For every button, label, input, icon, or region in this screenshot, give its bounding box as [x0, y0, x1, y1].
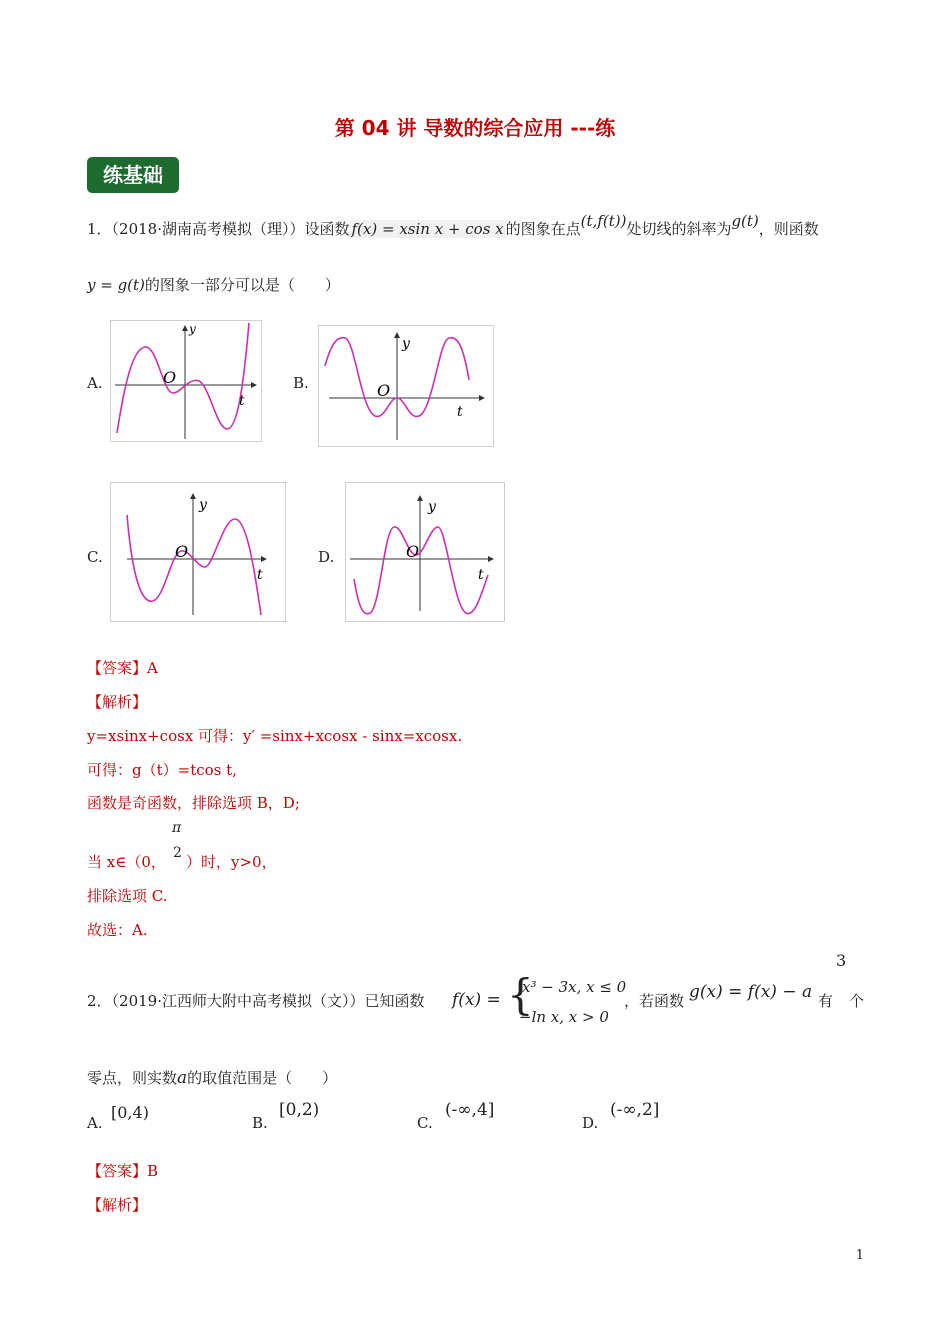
q1-suffix: ，则函数	[758, 220, 819, 238]
q2-brace: {	[507, 970, 534, 1019]
y-label: y	[428, 499, 436, 515]
q1-solution-line5: 排除选项 C.	[87, 887, 168, 905]
q2-var: a	[177, 1068, 188, 1088]
q2-zero-count: 3	[836, 951, 847, 970]
q2-option-a-label[interactable]: A.	[87, 1114, 103, 1132]
origin-label: O	[406, 542, 420, 561]
q2-mid: ，若函数	[624, 992, 685, 1010]
q1-fraction-denominator: 2	[173, 845, 182, 861]
y-label: y	[199, 497, 207, 513]
q1-solution-line4-b: ）时，y>0，	[186, 853, 277, 871]
q1-option-a-label[interactable]: A.	[87, 374, 103, 392]
origin-label: O	[163, 368, 177, 387]
q2-option-d-label[interactable]: D.	[582, 1114, 599, 1132]
q1-line2	[87, 274, 340, 295]
q2-analysis-label: 【解析】	[87, 1196, 148, 1214]
q1-solution-line4-a: 当 x∈（0，	[87, 853, 166, 871]
t-axis-arrow	[261, 556, 267, 562]
q1-line2-math: y = g(t)	[87, 276, 145, 294]
q1-option-b-label[interactable]: B.	[293, 374, 309, 392]
q1-slope: g(t)	[731, 212, 759, 230]
q2-option-b-label[interactable]: B.	[252, 1114, 268, 1132]
q1-mid: 的图象在点	[505, 220, 581, 238]
q1-graph-a[interactable]	[110, 320, 262, 442]
q1-graph-d[interactable]	[345, 482, 505, 622]
t-label: t	[239, 393, 245, 409]
q2-option-c-value[interactable]: (-∞,4]	[445, 1100, 495, 1120]
q2-option-c-label[interactable]: C.	[417, 1114, 433, 1132]
q2-option-d-value[interactable]: (-∞,2]	[610, 1100, 660, 1120]
y-axis-arrow	[394, 332, 400, 338]
curve	[117, 323, 249, 433]
page-number: 1	[855, 1248, 864, 1263]
q1-point: (t,f(t))	[580, 212, 627, 230]
curve	[127, 515, 261, 615]
t-axis-arrow	[251, 382, 257, 388]
t-label: t	[257, 567, 263, 583]
q1-mid2: 处切线的斜率为	[626, 220, 732, 238]
q2-gx: g(x) = f(x) − a	[689, 982, 813, 1002]
q2-case1: x³ − 3x, x ≤ 0	[522, 978, 627, 996]
q2-option-a-value[interactable]: [0,4)	[111, 1103, 149, 1122]
y-axis-arrow	[182, 325, 188, 331]
q1-graph-c[interactable]	[110, 482, 286, 622]
q1-graph-b[interactable]	[318, 325, 494, 447]
q1-option-c-label[interactable]: C.	[87, 548, 103, 566]
q2-fx: f(x) =	[452, 990, 501, 1010]
q2-option-b-value[interactable]: [0,2)	[279, 1100, 320, 1120]
q2-answer: 【答案】B	[87, 1162, 159, 1180]
q1-solution-line1: y=xsinx+cosx 可得：y′ =sinx+xcosx - sinx=xcosx.	[87, 727, 463, 745]
q1-prefix: 1．（2018·湖南高考模拟（理））设函数	[87, 220, 350, 238]
q1-analysis-label: 【解析】	[87, 693, 148, 711]
y-axis-arrow	[417, 495, 423, 501]
y-axis-arrow	[190, 493, 196, 499]
t-label: t	[457, 404, 463, 420]
page-title: 第 04 讲 导数的综合应用 ---练	[334, 116, 616, 140]
section-tag: 练基础	[87, 157, 179, 193]
q1-function: f(x) = xsin x + cos x	[351, 220, 504, 238]
y-label: y	[189, 322, 196, 336]
origin-label: O	[175, 542, 189, 561]
q1-line2-text: 的图象一部分可以是（ ）	[144, 276, 340, 294]
q2-you: 有	[818, 992, 834, 1010]
q1-fraction-numerator: π	[172, 820, 182, 836]
q2-line2	[87, 1067, 337, 1088]
q2-prefix: 2．（2019·江西师大附中高考模拟（文））已知函数	[87, 992, 425, 1010]
q1-answer: 【答案】A	[87, 659, 158, 677]
q2-line2-a: 零点，则实数	[87, 1069, 178, 1087]
t-axis-arrow	[488, 556, 494, 562]
q2-line2-b: 的取值范围是（ ）	[187, 1069, 338, 1087]
q1-solution-line6: 故选：A.	[87, 921, 148, 939]
origin-label: O	[377, 381, 391, 400]
q1-option-d-label[interactable]: D.	[318, 548, 335, 566]
t-label: t	[478, 567, 484, 583]
q1-solution-line3: 函数是奇函数，排除选项 B，D;	[87, 794, 300, 812]
t-axis-arrow	[479, 395, 485, 401]
q1-line1	[87, 212, 819, 239]
q2-case2: −ln x, x > 0	[519, 1008, 609, 1026]
q2-ge: 个	[849, 992, 865, 1010]
q1-solution-line2: 可得：g（t）=tcos t,	[87, 761, 237, 779]
y-label: y	[402, 336, 410, 352]
curve	[354, 527, 488, 614]
